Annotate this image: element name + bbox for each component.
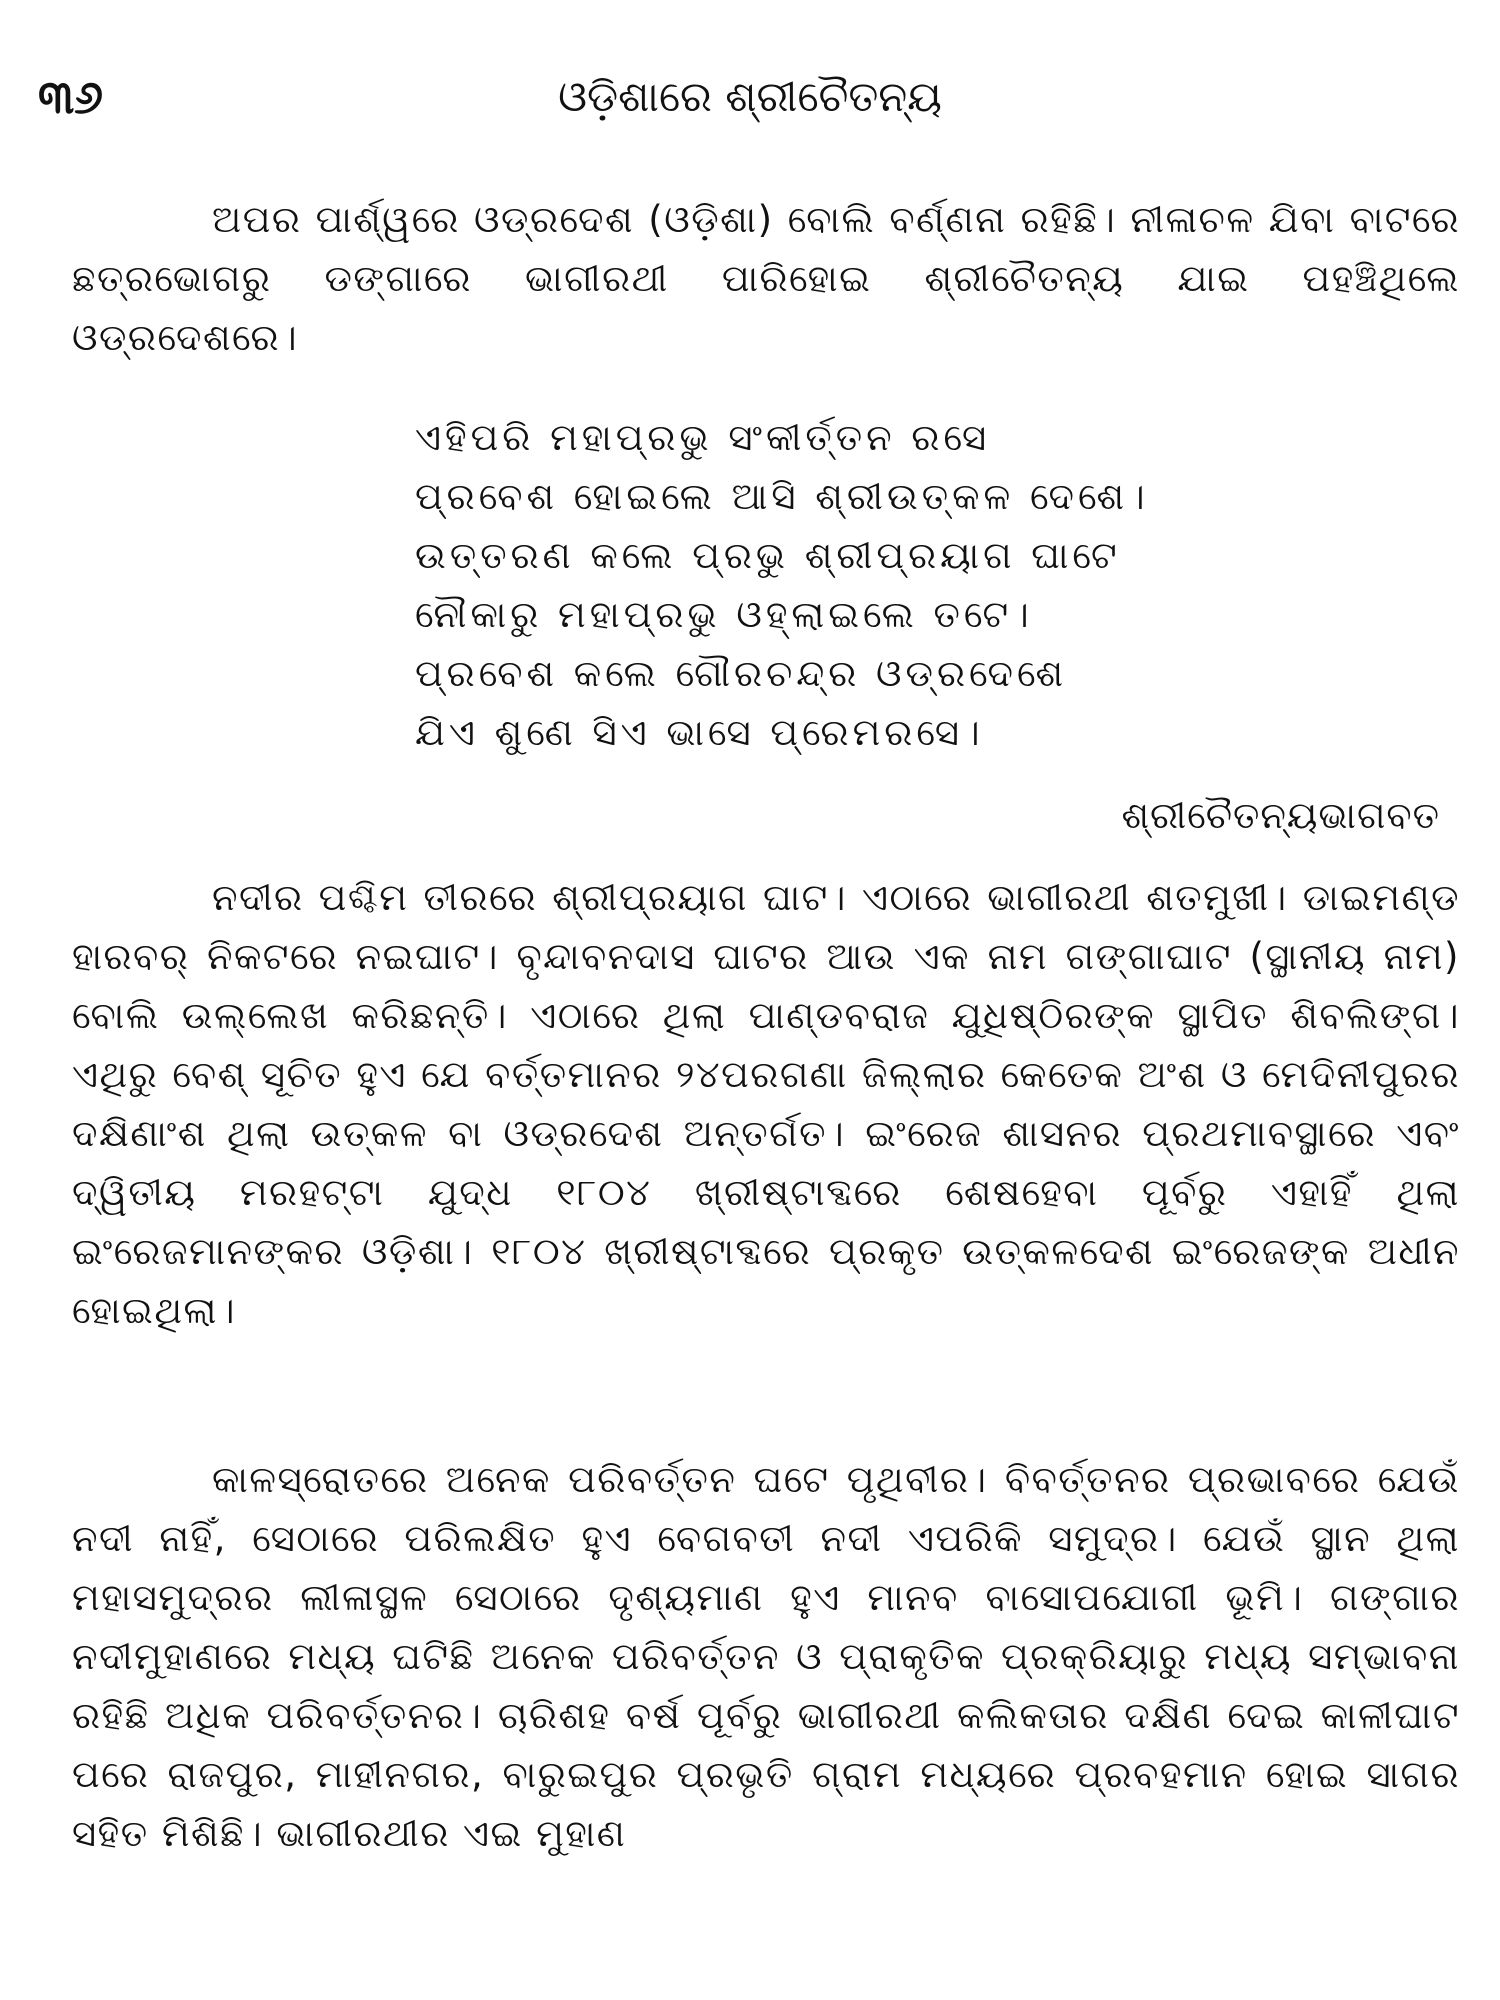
paragraph-text: ଅପର ପାର୍ଶ୍ୱରେ ଓଡ୍ରଦେଶ (ଓଡ଼ିଶା) ବୋଲି ବର୍ଣ୍ଣନା ରହିଛି। ନୀଳାଚଳ ଯିବା ବାଟରେ ଛତ୍ରଭୋଗରୁ ଡଙ୍ଗାରେ ଭାଗୀରଥୀ ପାରିହୋଇ ଶ୍ରୀଚୈତନ୍ୟ ଯାଇ ପହଞ୍ଚିଥିଲେ ଓଡ୍ରଦେଶରେ।: [72, 198, 1460, 359]
paragraph-text: ନଦୀର ପଶ୍ଚିମ ତୀରରେ ଶ୍ରୀପ୍ରୟାଗ ଘାଟ। ଏଠାରେ ଭାଗୀରଥୀ ଶତମୁଖୀ। ଡାଇମଣ୍ଡ ହାରବର୍ ନିକଟରେ ନଇଘାଟ। ବୃନ୍ଦାବନଦାସ ଘାଟର ଆଉ ଏକ ନାମ ଗଙ୍ଗାଘାଟ (ସ୍ଥାନୀୟ ନାମ) ବୋଲି ଉଲ୍ଲେଖ କରିଛନ୍ତି। ଏଠାରେ ଥିଲା ପାଣ୍ଡବରାଜ ଯୁଧିଷ୍ଠିରଙ୍କ ସ୍ଥାପିତ ଶିବଲିଙ୍ଗ। ଏଥିରୁ ବେଶ୍ ସୂଚିତ ହୁଏ ଯେ ବର୍ତ୍ତମାନର ୨୪ପରଗଣା ଜିଲ୍ଲାର କେତେକ ଅଂଶ ଓ ମେଦିନୀପୁରର ଦକ୍ଷିଣାଂଶ ଥିଲା ଉତ୍କଳ ବା ଓଡ୍ରଦେଶ ଅନ୍ତର୍ଗତ। ଇଂରେଜ ଶାସନର ପ୍ରଥମାବସ୍ଥାରେ ଏବଂ ଦ୍ୱିତୀୟ ମରହଟ୍ଟା ଯୁଦ୍ଧ ୧୮୦୪ ଖ୍ରୀଷ୍ଟାବ୍ଦରେ ଶେଷହେବା ପୂର୍ବରୁ ଏହାହିଁ ଥିଲା ଇଂରେଜମାନଙ୍କର ଓଡ଼ିଶା। ୧୮୦୪ ଖ୍ରୀଷ୍ଟାବ୍ଦରେ ପ୍ରକୃତ ଉତ୍କଳଦେଶ ଇଂରେଜଙ୍କ ଅଧୀନ ହୋଇଥିଲା।: [72, 876, 1460, 1332]
page-number: ୩୬: [38, 70, 104, 124]
verse-block: [415, 408, 1315, 762]
verse-source-citation: ଶ୍ରୀଚୈତନ୍ୟଭାଗବତ: [1121, 794, 1440, 837]
verse-line: ଏହିପରି ମହାପ୍ରଭୁ ସଂକୀର୍ତ୍ତନ ରସେ: [415, 416, 991, 459]
verse-line: ପ୍ରବେଶ କଲେ ଗୌରଚନ୍ଦ୍ର ଓଡ୍ରଦେଶେ: [415, 652, 1068, 695]
verse-line: ଉତ୍ତରଣ କଲେ ପ୍ରଭୁ ଶ୍ରୀପ୍ରୟାଗ ଘାଟେ: [415, 534, 1121, 577]
verse-line: ନୌକାରୁ ମହାପ୍ରଭୁ ଓହ୍ଲାଇଲେ ତଟେ।: [415, 593, 1033, 636]
paragraph-prayag-ghat: [72, 868, 1460, 1340]
page-header: [0, 62, 1500, 132]
verse-line: ଯିଏ ଶୁଣେ ସିଏ ଭାସେ ପ୍ରେମରସେ।: [415, 711, 984, 754]
paragraph-river-change: [72, 1450, 1460, 1863]
paragraph-text: କାଳସ୍ରୋତରେ ଅନେକ ପରିବର୍ତ୍ତନ ଘଟେ ପୃଥିବୀର। ବିବର୍ତ୍ତନର ପ୍ରଭାବରେ ଯେଉଁ ନଦୀ ନାହିଁ, ସେଠାରେ ପରିଲକ୍ଷିତ ହୁଏ ବେଗବତୀ ନଦୀ ଏପରିକି ସମୁଦ୍ର। ଯେଉଁ ସ୍ଥାନ ଥିଲା ମହାସମୁଦ୍ରର ଲୀଳାସ୍ଥଳ ସେଠାରେ ଦୃଶ୍ୟମାଣ ହୁଏ ମାନବ ବାସୋପଯୋଗୀ ଭୂମି। ଗଙ୍ଗାର ନଦୀମୁହାଣରେ ମଧ୍ୟ ଘଟିଛି ଅନେକ ପରିବର୍ତ୍ତନ ଓ ପ୍ରାକୃତିକ ପ୍ରକ୍ରିୟାରୁ ମଧ୍ୟ ସମ୍ଭାବନା ରହିଛି ଅଧିକ ପରିବର୍ତ୍ତନର। ଚାରିଶହ ବର୍ଷ ପୂର୍ବରୁ ଭାଗୀରଥୀ କଲିକତାର ଦକ୍ଷିଣ ଦେଇ କାଳୀଘାଟ ପରେ ରାଜପୁର, ମାହୀନଗର, ବାରୁଇପୁର ପ୍ରଭୃତି ଗ୍ରାମ ମଧ୍ୟରେ ପ୍ରବହମାନ ହୋଇ ସାଗର ସହିତ ମିଶିଛି। ଭାଗୀରଥୀର ଏଇ ମୁହାଣ: [72, 1458, 1460, 1855]
verse-line: ପ୍ରବେଶ ହୋଇଲେ ଆସି ଶ୍ରୀଉତ୍କଳ ଦେଶେ।: [415, 475, 1149, 518]
paragraph-intro: [72, 190, 1460, 367]
running-title: ଓଡ଼ିଶାରେ ଶ୍ରୀଚୈତନ୍ୟ: [558, 72, 942, 121]
